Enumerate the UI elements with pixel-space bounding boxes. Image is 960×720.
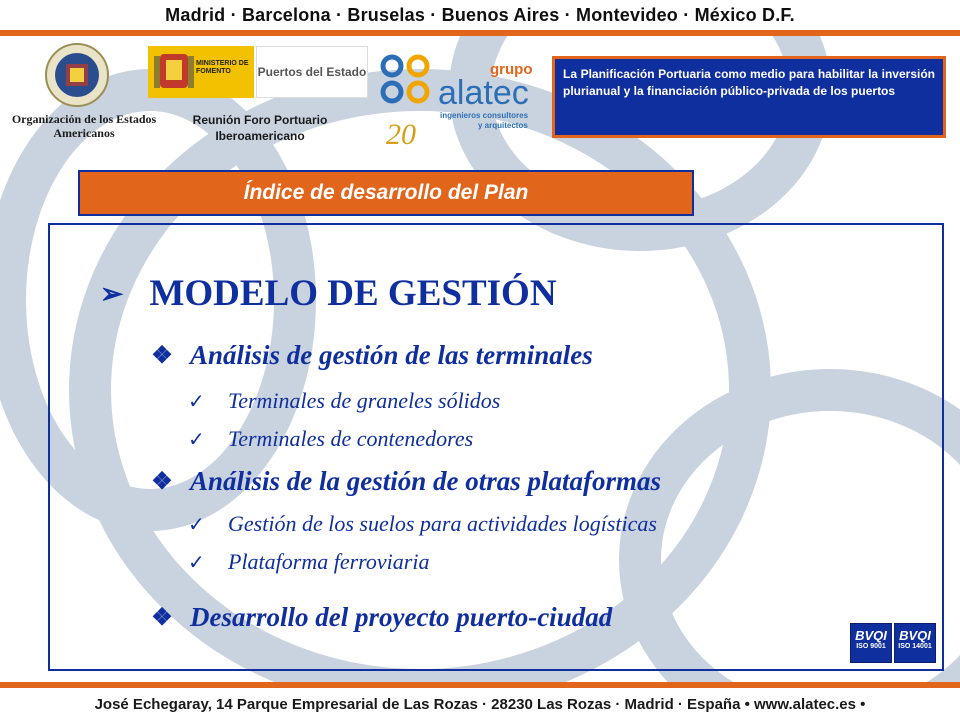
section-title: Índice de desarrollo del Plan — [243, 181, 529, 204]
oas-caption: Organización de los Estados Americanos — [11, 112, 157, 140]
checkmark-icon: ✓ — [188, 513, 205, 536]
alatec-name: alatec — [438, 74, 529, 112]
alatec-tagline-1: ingenieros consultores — [440, 111, 529, 120]
header-cities: Madrid · Barcelona · Bruselas · Buenos Aires · Montevideo · México D.F. — [165, 4, 795, 25]
bvqi-label: BVQI — [855, 628, 887, 643]
alatec-circles-icon — [383, 57, 427, 101]
footer-bar — [0, 682, 960, 720]
bvqi-label: BVQI — [899, 628, 931, 643]
alatec-grupo: grupo — [490, 61, 533, 78]
alatec-tagline-2: y arquitectos — [478, 121, 528, 130]
foro-caption: Reunión Foro Portuario Iberoamericano — [192, 113, 328, 143]
header-cities-bar — [0, 0, 960, 36]
anniversary-mark-icon: 20 — [386, 118, 416, 151]
checkmark-icon: ✓ — [188, 551, 205, 574]
iso-9001-badge — [850, 623, 892, 663]
ministry-label: MINISTERIO DE FOMENTO — [196, 60, 249, 75]
iso-9001-label: ISO 9001 — [856, 643, 886, 650]
section-header — [78, 170, 694, 216]
list-item-label: Gestión de los suelos para actividades logísticas — [228, 511, 657, 536]
subsection-2 — [148, 466, 661, 497]
list-item-label: Plataforma ferroviaria — [228, 549, 430, 574]
coat-of-arms-icon — [152, 48, 196, 96]
subsection-3-title: Desarrollo del proyecto puerto-ciudad — [190, 602, 613, 632]
checkmark-icon: ✓ — [188, 390, 205, 413]
info-box-text: La Planificación Portuaria como medio para habilitar la inversión plurianual y la financiación público-privada de los puertos — [563, 67, 935, 98]
main-title-row — [100, 272, 557, 315]
diamond-bullet-icon: ❖ — [151, 469, 173, 495]
list-item-label: Terminales de contenedores — [228, 426, 474, 451]
list-item — [188, 549, 429, 575]
list-item — [188, 426, 473, 452]
puertos-label: Puertos del Estado — [257, 65, 367, 79]
diamond-bullet-icon: ❖ — [151, 605, 173, 631]
subsection-2-title: Análisis de la gestión de otras plataformas — [190, 466, 662, 496]
puertos-logo — [256, 46, 368, 98]
info-box — [552, 56, 946, 138]
list-item-label: Terminales de graneles sólidos — [228, 388, 501, 413]
alatec-logo — [378, 44, 548, 156]
main-title: MODELO DE GESTIÓN — [149, 273, 557, 314]
iso-14001-badge — [894, 623, 936, 663]
subsection-1 — [148, 340, 593, 371]
iso-14001-label: ISO 14001 — [898, 643, 932, 650]
subsection-1-title: Análisis de gestión de las terminales — [190, 340, 593, 370]
checkmark-icon: ✓ — [188, 428, 205, 451]
oas-emblem-icon — [44, 42, 110, 108]
list-item — [188, 511, 657, 537]
footer-address: José Echegaray, 14 Parque Empresarial de Las Rozas · 28230 Las Rozas · Madrid · España • www.alatec.es • — [94, 695, 866, 713]
diamond-bullet-icon: ❖ — [151, 343, 173, 369]
arrow-bullet-icon: ➢ — [100, 278, 124, 310]
subsection-3 — [148, 602, 612, 633]
list-item — [188, 388, 500, 414]
